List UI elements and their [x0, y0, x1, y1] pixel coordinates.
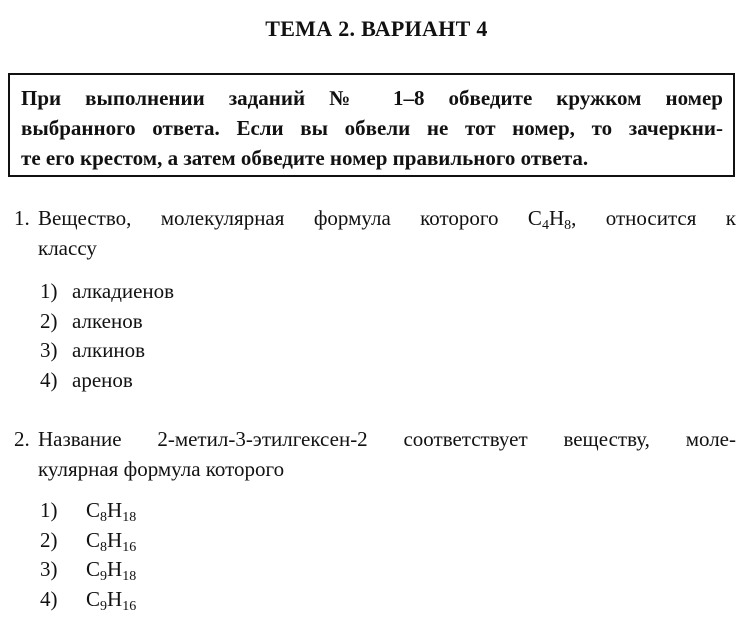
- formula-h: H: [107, 527, 123, 552]
- formula-subscript-c: 8: [100, 510, 108, 525]
- instruction-line-2: выбранного ответа. Если вы обвели не тот номер, то зачеркни-: [21, 116, 723, 140]
- answer-option[interactable]: [40, 336, 174, 366]
- formula-c: C: [86, 586, 101, 611]
- formula-subscript-h: 16: [122, 539, 137, 555]
- answer-option[interactable]: [40, 496, 136, 526]
- instruction-line-1: При выполнении заданий № 1–8 обведите кружком номер: [21, 86, 723, 110]
- question-1-text-start: Вещество, молекулярная формула которого C: [38, 206, 542, 230]
- question-2: [14, 424, 736, 484]
- formula-h: H: [107, 586, 123, 611]
- question-1-text-end: , относится к: [571, 206, 736, 230]
- question-2-line-1: [14, 424, 736, 454]
- question-2-line-2: кулярная формула которого: [38, 457, 285, 481]
- option-number: 1): [40, 498, 58, 522]
- answer-option[interactable]: [40, 366, 174, 396]
- question-1-line-2: классу: [38, 236, 97, 260]
- instruction-box: [8, 73, 735, 177]
- formula-subscript-h: 18: [122, 510, 137, 525]
- formula-c: C: [86, 527, 101, 552]
- answer-option[interactable]: [40, 307, 174, 337]
- formula-subscript-c: 9: [100, 598, 108, 614]
- formula-h: H: [107, 498, 123, 522]
- formula-subscript-h: 18: [122, 569, 137, 584]
- formula-subscript-c: 8: [100, 539, 108, 555]
- question-1: [14, 203, 736, 263]
- formula-h: H: [107, 557, 123, 581]
- option-number: 4): [40, 586, 58, 611]
- answer-option[interactable]: [40, 555, 136, 585]
- option-formula: [86, 496, 136, 526]
- option-number: 2): [40, 527, 58, 552]
- option-formula: [86, 585, 136, 615]
- question-1-options: [40, 277, 174, 395]
- answer-option[interactable]: [40, 277, 174, 307]
- question-1-line-1: [14, 203, 736, 233]
- formula-subscript-c: 9: [100, 569, 108, 584]
- formula-c: C: [86, 498, 101, 522]
- answer-option[interactable]: [40, 585, 136, 615]
- option-number: 1): [40, 279, 58, 303]
- option-text: алкинов: [72, 338, 146, 362]
- formula-subscript-h: 8: [564, 218, 572, 233]
- option-text: аренов: [72, 367, 133, 392]
- question-2-text: Название 2-метил-3-этилгексен-2 соответствует веществу, моле-: [38, 427, 736, 451]
- option-text: алкенов: [72, 308, 143, 333]
- formula-subscript-c: 4: [541, 218, 549, 233]
- option-text: алкадиенов: [72, 279, 175, 303]
- option-number: 3): [40, 557, 58, 581]
- option-number: 2): [40, 308, 58, 333]
- answer-option[interactable]: [40, 526, 136, 556]
- option-number: 4): [40, 367, 58, 392]
- formula-c: C: [86, 557, 101, 581]
- formula-subscript-h: 16: [122, 598, 137, 614]
- question-1-number: 1.: [14, 206, 30, 230]
- option-number: 3): [40, 338, 58, 362]
- instruction-line-3: те его крестом, а затем обведите номер правильного ответа.: [21, 146, 589, 170]
- formula-h: H: [548, 206, 565, 230]
- page-title: ТЕМА 2. ВАРИАНТ 4: [265, 16, 488, 41]
- question-2-options: [40, 496, 136, 614]
- question-2-number: 2.: [14, 427, 30, 451]
- question-1-text: [38, 203, 736, 233]
- option-formula: [86, 555, 136, 585]
- option-formula: [86, 526, 136, 556]
